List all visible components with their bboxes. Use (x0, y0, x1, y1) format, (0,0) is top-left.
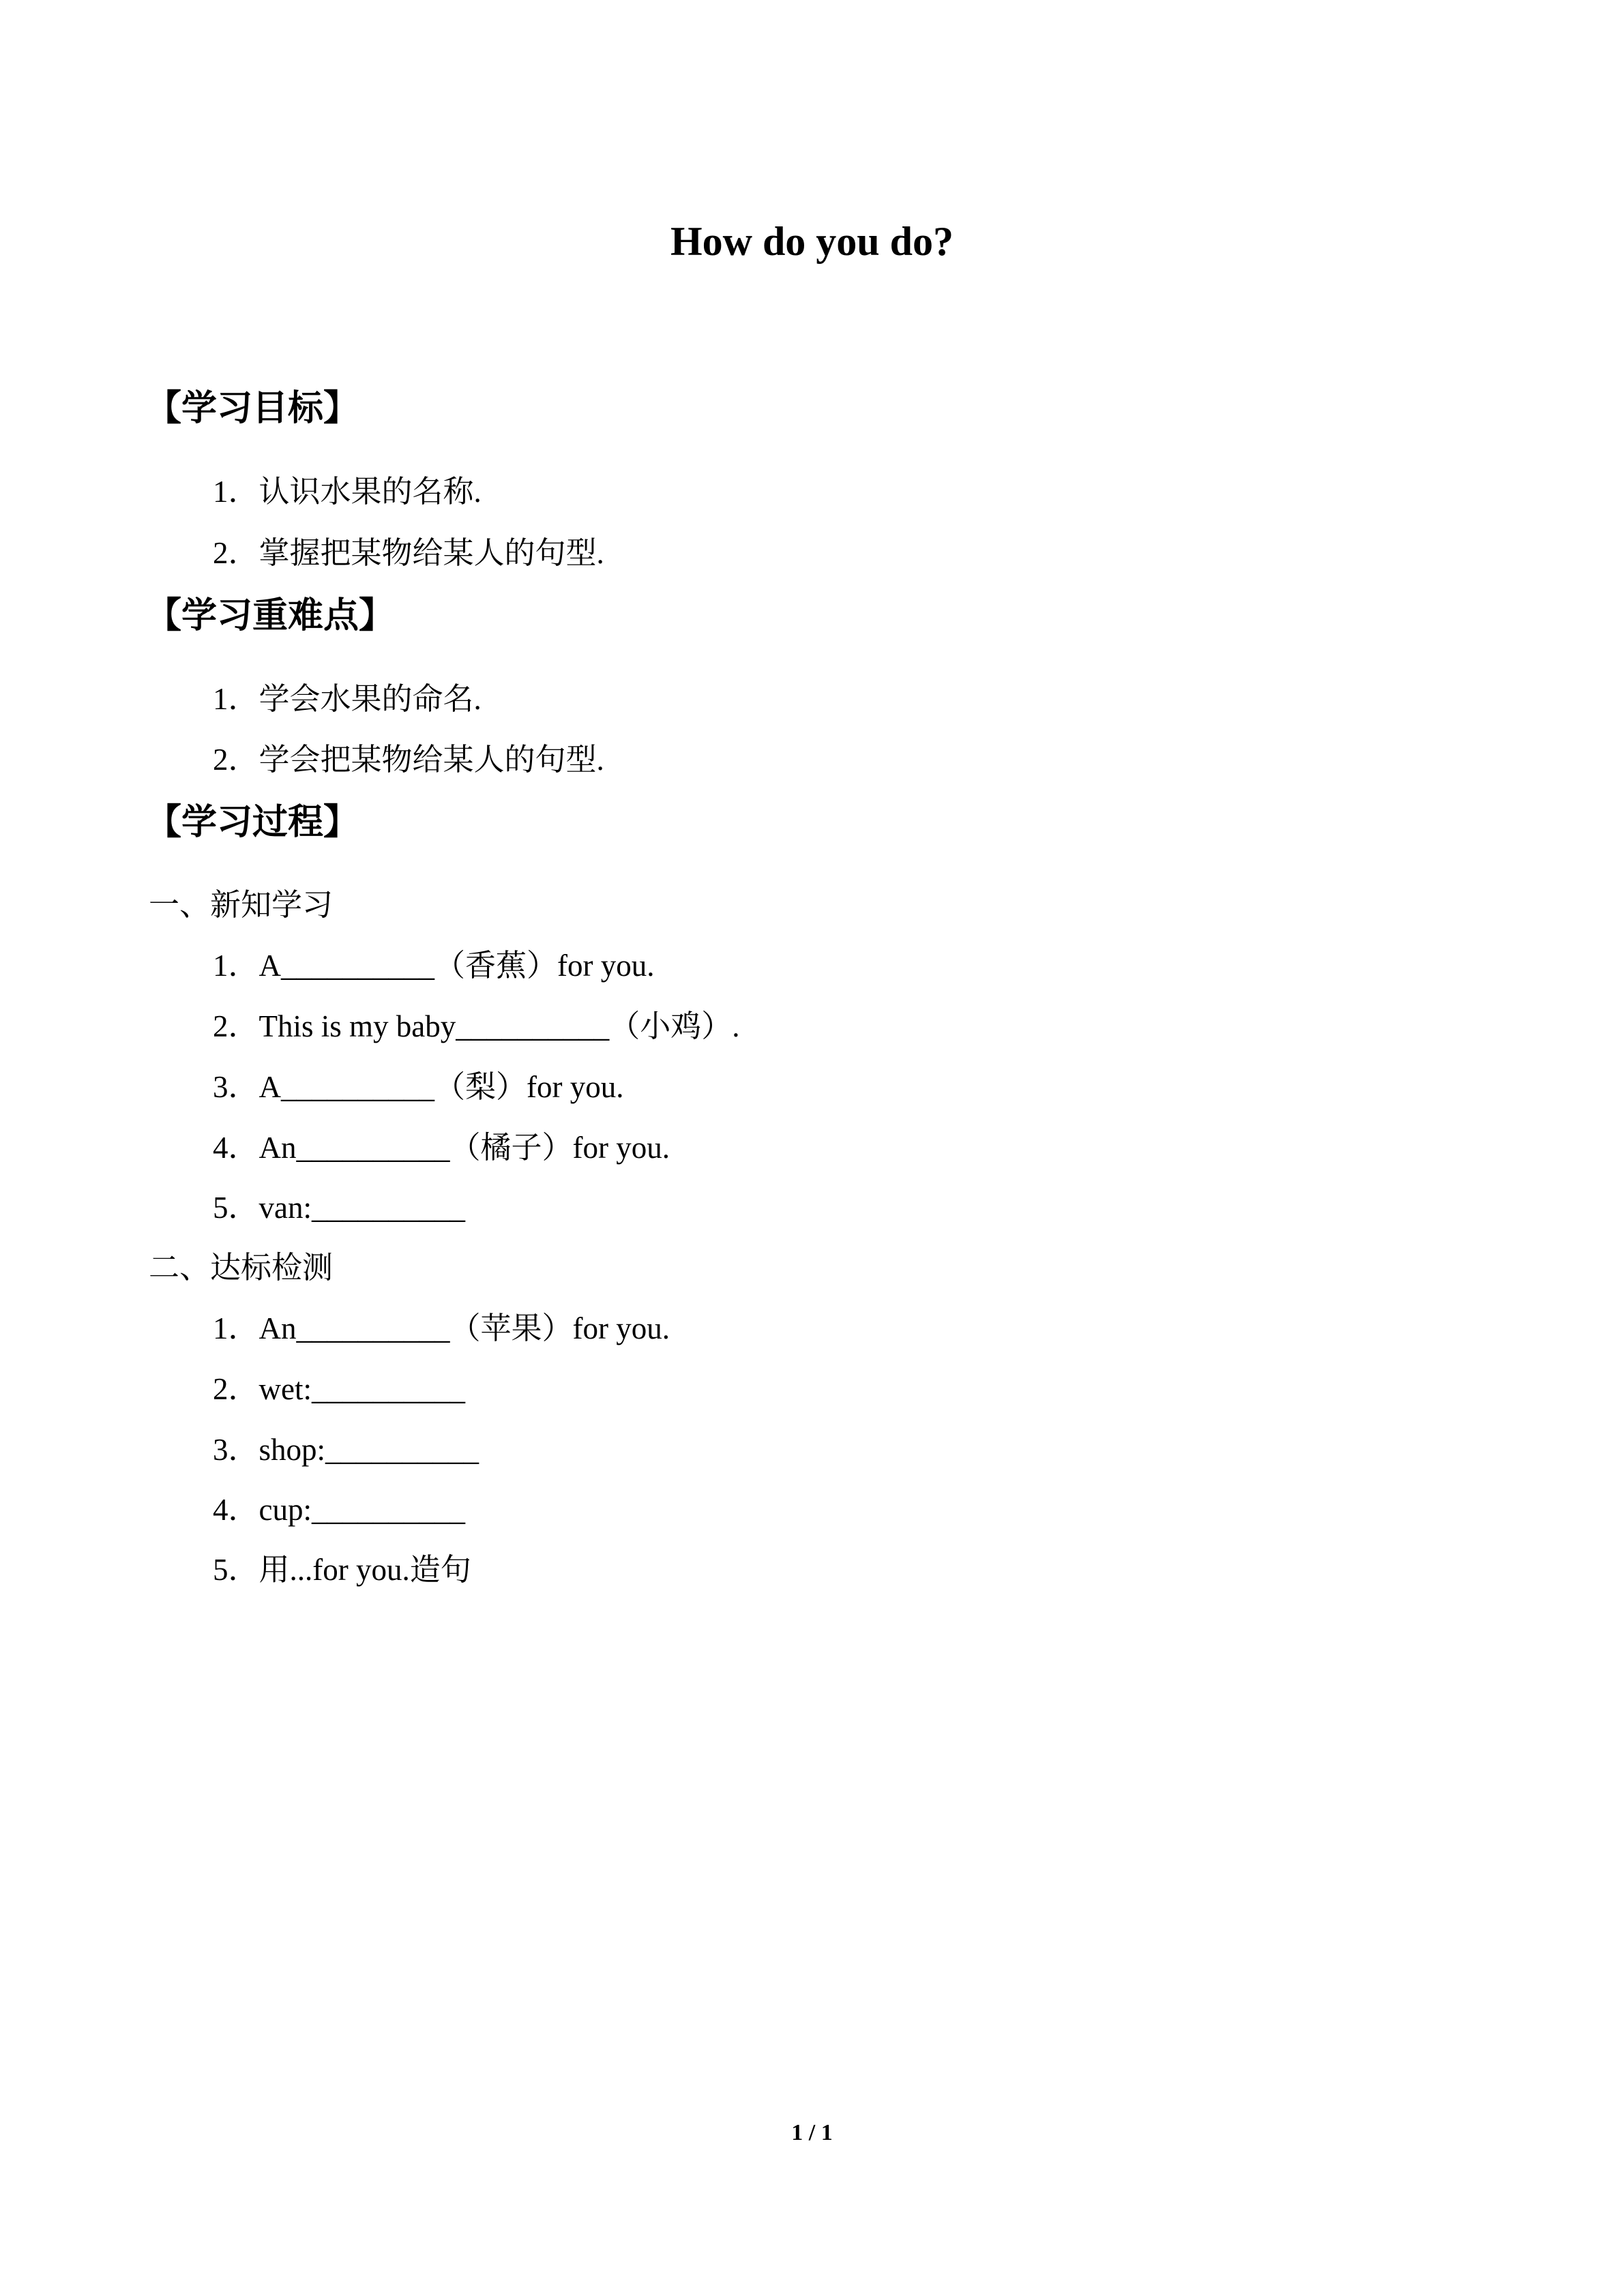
item-text: A__________（香蕉）for you. (259, 949, 655, 983)
item-number: 2． (213, 743, 259, 777)
exercise-item (213, 1007, 740, 1046)
item-number: 5． (213, 1191, 259, 1225)
new-knowledge-label: 一、新知学习 (149, 888, 334, 922)
item-text: shop:__________ (259, 1433, 479, 1467)
exercise-item (213, 1309, 670, 1348)
item-number: 3． (213, 1433, 259, 1467)
exercise-item (213, 1550, 471, 1590)
exercise-item (213, 946, 654, 985)
key-point-item (213, 740, 604, 779)
exercise-item (213, 1188, 465, 1227)
item-text: 掌握把某物给某人的句型. (259, 536, 604, 570)
objective-item (213, 533, 604, 573)
exercise-item (213, 1430, 479, 1470)
item-text: An__________（橘子）for you. (259, 1131, 670, 1165)
process-heading: 【学习过程】 (146, 802, 359, 843)
key-point-item (213, 679, 482, 719)
objectives-heading: 【学习目标】 (146, 388, 359, 429)
objective-item (213, 472, 482, 511)
item-number: 5． (213, 1553, 259, 1587)
item-text: This is my baby__________（小鸡）. (259, 1009, 740, 1043)
item-text: van:__________ (259, 1191, 465, 1225)
page-number: 1 / 1 (791, 2120, 833, 2145)
item-text: wet:__________ (259, 1372, 465, 1406)
item-number: 1． (213, 682, 259, 716)
item-text: 学会水果的命名. (259, 682, 482, 716)
exercise-item (213, 1067, 623, 1107)
item-text: A__________（梨）for you. (259, 1070, 624, 1104)
item-number: 2． (213, 1372, 259, 1406)
exercise-item (213, 1490, 465, 1530)
item-number: 3． (213, 1070, 259, 1104)
exercise-item (213, 1369, 465, 1409)
exercise-item (213, 1128, 670, 1167)
item-number: 2． (213, 536, 259, 570)
page-title: How do you do? (670, 219, 954, 264)
assessment-label: 二、达标检测 (149, 1251, 334, 1285)
item-text: 学会把某物给某人的句型. (259, 743, 604, 777)
item-number: 4． (213, 1131, 259, 1165)
item-number: 1． (213, 1311, 259, 1345)
item-number: 1． (213, 475, 259, 509)
item-text: 认识水果的名称. (259, 475, 482, 509)
item-number: 2． (213, 1009, 259, 1043)
key-points-heading: 【学习重难点】 (146, 595, 395, 636)
item-text: 用...for you.造句 (259, 1553, 471, 1587)
item-text: cup:__________ (259, 1493, 465, 1527)
item-number: 1． (213, 949, 259, 983)
item-number: 4． (213, 1493, 259, 1527)
item-text: An__________（苹果）for you. (259, 1311, 670, 1345)
